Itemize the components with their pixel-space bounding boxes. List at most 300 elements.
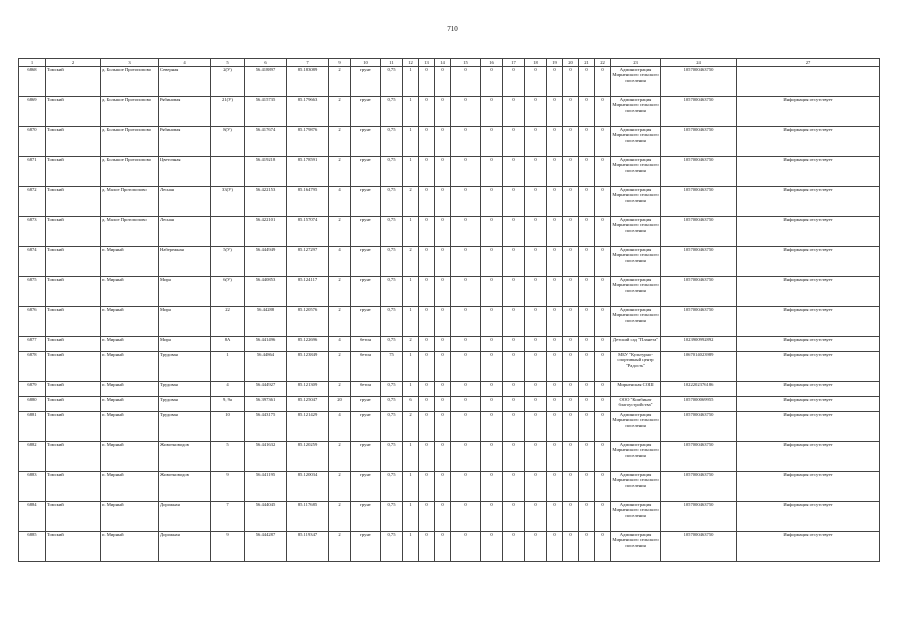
- table-cell: 0: [481, 127, 503, 157]
- table-cell: Томский: [46, 247, 101, 277]
- table-cell: 0: [547, 157, 563, 187]
- table-cell: 5: [211, 442, 245, 472]
- table-cell: грунт: [351, 97, 381, 127]
- table-cell: Информация отсутствует: [737, 352, 880, 382]
- table-cell: 0: [595, 337, 611, 352]
- column-header: 1: [19, 59, 46, 67]
- table-cell: 56.44864: [245, 352, 287, 382]
- column-header: 10: [351, 59, 381, 67]
- table-cell: 6885: [19, 532, 46, 562]
- table-cell: д. Большое Протопопово: [101, 67, 159, 97]
- table-cell: грунт: [351, 502, 381, 532]
- table-cell: 1057000463750: [661, 127, 737, 157]
- table-cell: 85.120576: [287, 307, 329, 337]
- table-cell: 0: [547, 247, 563, 277]
- table-cell: 0: [419, 412, 435, 442]
- table-cell: 2: [329, 442, 351, 472]
- table-cell: Томский: [46, 307, 101, 337]
- table-cell: 4: [329, 187, 351, 217]
- table-cell: 0: [451, 97, 481, 127]
- table-cell: 0: [503, 337, 525, 352]
- table-cell: 2: [329, 277, 351, 307]
- table-cell: 0: [595, 67, 611, 97]
- table-cell: Томский: [46, 532, 101, 562]
- table-cell: Информация отсутствует: [737, 307, 880, 337]
- table-cell: Томский: [46, 217, 101, 247]
- table-cell: 6871: [19, 157, 46, 187]
- table-cell: Дорожная: [159, 502, 211, 532]
- table-cell: 0,75: [381, 337, 403, 352]
- table-cell: 8А: [211, 337, 245, 352]
- table-cell: 0: [525, 67, 547, 97]
- table-cell: 0: [503, 532, 525, 562]
- table-cell: грунт: [351, 442, 381, 472]
- table-cell: 0: [503, 472, 525, 502]
- column-header: 19: [547, 59, 563, 67]
- table-cell: 1057000463750: [661, 532, 737, 562]
- table-cell: 0: [563, 352, 579, 382]
- table-cell: 6873: [19, 217, 46, 247]
- table-cell: Лесная: [159, 187, 211, 217]
- table-cell: 85.120259: [287, 442, 329, 472]
- table-cell: бетон: [351, 337, 381, 352]
- table-cell: 0: [419, 337, 435, 352]
- table-cell: 0: [481, 412, 503, 442]
- table-row: [19, 247, 880, 277]
- table-cell: 0: [579, 532, 595, 562]
- table-cell: 6870: [19, 127, 46, 157]
- page-number: 710: [447, 25, 458, 33]
- table-cell: Рябиновая: [159, 127, 211, 157]
- table-row: [19, 97, 880, 127]
- table-cell: 0: [435, 352, 451, 382]
- table-cell: 0: [435, 532, 451, 562]
- table-cell: 0: [419, 532, 435, 562]
- table-cell: грунт: [351, 127, 381, 157]
- table-cell: д. Большое Протопопово: [101, 157, 159, 187]
- table-cell: п. Мирный: [101, 532, 159, 562]
- table-cell: 0: [435, 157, 451, 187]
- table-cell: 1: [403, 352, 419, 382]
- table-cell: 0: [525, 382, 547, 397]
- table-cell: 0: [435, 502, 451, 532]
- table-cell: 85.124117: [287, 277, 329, 307]
- table-cell: грунт: [351, 412, 381, 442]
- table-cell: 0: [563, 502, 579, 532]
- table-cell: 0,75: [381, 397, 403, 412]
- table-cell: Информация отсутствует: [737, 97, 880, 127]
- table-cell: 1067014023989: [661, 352, 737, 382]
- table-cell: Томский: [46, 67, 101, 97]
- table-cell: [737, 67, 880, 97]
- table-cell: 2: [329, 307, 351, 337]
- table-cell: 0: [419, 67, 435, 97]
- table-cell: 0,75: [381, 307, 403, 337]
- table-cell: 56.440853: [245, 277, 287, 307]
- registry-table: [18, 58, 880, 562]
- table-cell: 0,75: [381, 532, 403, 562]
- table-cell: 85.127297: [287, 247, 329, 277]
- table-cell: 0: [563, 442, 579, 472]
- table-cell: 9, 9а: [211, 397, 245, 412]
- table-cell: 1057000463750: [661, 187, 737, 217]
- table-cell: 0: [525, 412, 547, 442]
- table-cell: 0: [563, 97, 579, 127]
- table-cell: 0: [451, 127, 481, 157]
- table-cell: грунт: [351, 397, 381, 412]
- table-cell: 4: [329, 412, 351, 442]
- table-cell: 75: [381, 352, 403, 382]
- table-cell: 0: [435, 397, 451, 412]
- table-cell: 56.417674: [245, 127, 287, 157]
- table-cell: Администрация Мирненского сельского поселения: [611, 97, 661, 127]
- table-cell: 1: [403, 532, 419, 562]
- table-cell: Информация отсутствует: [737, 472, 880, 502]
- table-cell: 0: [435, 67, 451, 97]
- table-cell: грунт: [351, 307, 381, 337]
- table-cell: Администрация Мирненского сельского поселения: [611, 442, 661, 472]
- table-cell: 0: [419, 217, 435, 247]
- table-cell: 1057000463750: [661, 442, 737, 472]
- column-header: 5: [211, 59, 245, 67]
- table-cell: п. Мирный: [101, 442, 159, 472]
- table-cell: грунт: [351, 67, 381, 97]
- table-cell: [211, 157, 245, 187]
- table-cell: 1: [403, 157, 419, 187]
- table-cell: 0: [419, 442, 435, 472]
- header-row: [19, 59, 880, 67]
- table-cell: 0: [435, 217, 451, 247]
- table-cell: 0: [481, 217, 503, 247]
- table-cell: 0: [525, 97, 547, 127]
- table-cell: 2: [329, 502, 351, 532]
- table-cell: 85.157074: [287, 217, 329, 247]
- table-cell: Информация отсутствует: [737, 187, 880, 217]
- table-cell: 0: [547, 337, 563, 352]
- table-cell: 0: [547, 307, 563, 337]
- table-cell: 0: [481, 352, 503, 382]
- table-cell: 0: [481, 532, 503, 562]
- table-cell: [211, 217, 245, 247]
- table-cell: 6875: [19, 277, 46, 307]
- column-header: 24: [661, 59, 737, 67]
- table-cell: 0: [595, 472, 611, 502]
- table-cell: 56.444927: [245, 382, 287, 397]
- table-cell: Томский: [46, 502, 101, 532]
- table-cell: 9: [211, 532, 245, 562]
- table-cell: 6877: [19, 337, 46, 352]
- table-cell: 0: [595, 352, 611, 382]
- column-header: 17: [503, 59, 525, 67]
- table-cell: 0: [481, 337, 503, 352]
- table-cell: 0: [481, 277, 503, 307]
- table-cell: 0: [547, 382, 563, 397]
- table-cell: 1057000463750: [661, 502, 737, 532]
- table-cell: 0: [547, 412, 563, 442]
- table-cell: 0: [563, 217, 579, 247]
- table-row: [19, 532, 880, 562]
- table-cell: 0,75: [381, 127, 403, 157]
- table-cell: Администрация Мирненского сельского поселения: [611, 502, 661, 532]
- table-cell: 0: [451, 412, 481, 442]
- table-cell: 0: [595, 412, 611, 442]
- column-header: 2: [46, 59, 101, 67]
- table-cell: 0: [563, 247, 579, 277]
- table-cell: 0: [547, 532, 563, 562]
- table-cell: 1: [403, 442, 419, 472]
- table-cell: 0: [419, 157, 435, 187]
- table-cell: 0: [563, 337, 579, 352]
- column-header: 9: [329, 59, 351, 67]
- table-cell: 0: [435, 337, 451, 352]
- table-cell: 0: [451, 217, 481, 247]
- table-cell: 21(У): [211, 97, 245, 127]
- table-cell: 0: [451, 157, 481, 187]
- column-header: 23: [611, 59, 661, 67]
- table-cell: бетон: [351, 352, 381, 382]
- table-cell: д. Большое Протопопово: [101, 127, 159, 157]
- column-header: 11: [381, 59, 403, 67]
- table-cell: 0,75: [381, 412, 403, 442]
- table-cell: д. Малое Протопопово: [101, 187, 159, 217]
- table-cell: Лесная: [159, 217, 211, 247]
- table-cell: 85.121309: [287, 382, 329, 397]
- table-cell: 85.125047: [287, 397, 329, 412]
- table-cell: 0: [451, 442, 481, 472]
- table-cell: 0: [435, 442, 451, 472]
- table-row: [19, 187, 880, 217]
- table-cell: 2: [329, 217, 351, 247]
- table-cell: 0: [525, 127, 547, 157]
- table-cell: 85.121429: [287, 412, 329, 442]
- table-cell: 0: [579, 217, 595, 247]
- table-cell: Администрация Мирненского сельского поселения: [611, 157, 661, 187]
- table-cell: 0,75: [381, 472, 403, 502]
- table-cell: 56.44288: [245, 307, 287, 337]
- table-cell: 0: [579, 472, 595, 502]
- table-cell: 0: [419, 397, 435, 412]
- table-cell: Информация отсутствует: [737, 157, 880, 187]
- table-cell: ООО "Комбинат благоустройства": [611, 397, 661, 412]
- table-cell: Администрация Мирненского сельского поселения: [611, 187, 661, 217]
- table-cell: Информация отсутствует: [737, 127, 880, 157]
- table-cell: 0: [595, 502, 611, 532]
- table-cell: 0: [435, 382, 451, 397]
- table-row: [19, 412, 880, 442]
- table-cell: Информация отсутствует: [737, 532, 880, 562]
- table-cell: п. Мирный: [101, 247, 159, 277]
- table-cell: Томский: [46, 277, 101, 307]
- table-cell: 85.123849: [287, 352, 329, 382]
- table-cell: 0: [579, 502, 595, 532]
- table-cell: грунт: [351, 277, 381, 307]
- table-cell: 0: [451, 277, 481, 307]
- table-cell: 6884: [19, 502, 46, 532]
- table-cell: 0: [435, 412, 451, 442]
- table-cell: 0: [451, 337, 481, 352]
- table-cell: 0: [563, 187, 579, 217]
- table-cell: 56.441496: [245, 337, 287, 352]
- table-cell: 2: [403, 337, 419, 352]
- table-cell: Информация отсутствует: [737, 277, 880, 307]
- table-cell: 0: [435, 247, 451, 277]
- table-cell: 0: [579, 382, 595, 397]
- table-cell: 0: [525, 472, 547, 502]
- table-cell: 85.122696: [287, 337, 329, 352]
- table-cell: Рябиновая: [159, 97, 211, 127]
- table-cell: 0: [595, 277, 611, 307]
- table-cell: грунт: [351, 532, 381, 562]
- table-cell: Информация отсутствует: [737, 247, 880, 277]
- table-cell: 0: [503, 157, 525, 187]
- table-cell: 0: [481, 157, 503, 187]
- table-cell: 1: [403, 307, 419, 337]
- table-cell: 0: [481, 247, 503, 277]
- table-cell: Администрация Мирненского сельского поселения: [611, 127, 661, 157]
- table-cell: п. Мирный: [101, 277, 159, 307]
- table-row: [19, 277, 880, 307]
- table-cell: 0: [451, 247, 481, 277]
- table-cell: 33(У): [211, 187, 245, 217]
- table-cell: Детский сад "Планета": [611, 337, 661, 352]
- table-cell: 0: [525, 337, 547, 352]
- table-cell: 0: [563, 532, 579, 562]
- table-cell: 0: [503, 187, 525, 217]
- table-cell: 1057000069955: [661, 397, 737, 412]
- table-cell: 0: [579, 277, 595, 307]
- table-cell: 0: [525, 532, 547, 562]
- table-cell: 0: [435, 307, 451, 337]
- table-cell: 0: [481, 502, 503, 532]
- table-cell: 0: [547, 127, 563, 157]
- table-cell: 0: [503, 277, 525, 307]
- table-cell: 0: [419, 502, 435, 532]
- table-cell: 6869: [19, 97, 46, 127]
- table-cell: Мирненская СОШ: [611, 382, 661, 397]
- table-cell: Трудовая: [159, 382, 211, 397]
- table-cell: Информация отсутствует: [737, 337, 880, 352]
- table-cell: 2: [329, 127, 351, 157]
- table-cell: 85.179663: [287, 97, 329, 127]
- table-cell: 6882: [19, 442, 46, 472]
- table-cell: 56.415735: [245, 97, 287, 127]
- table-cell: Администрация Мирненского сельского поселения: [611, 412, 661, 442]
- table-cell: 0: [547, 352, 563, 382]
- table-cell: 0: [525, 307, 547, 337]
- table-cell: Администрация Мирненского сельского поселения: [611, 532, 661, 562]
- table-cell: 0: [481, 97, 503, 127]
- table-cell: 1057000463750: [661, 97, 737, 127]
- table-row: [19, 307, 880, 337]
- table-cell: Животноводов: [159, 442, 211, 472]
- table-cell: Администрация Мирненского сельского поселения: [611, 277, 661, 307]
- table-cell: 85.183089: [287, 67, 329, 97]
- table-cell: 0: [579, 97, 595, 127]
- table-cell: 1: [403, 67, 419, 97]
- column-header: 18: [525, 59, 547, 67]
- table-cell: 0: [563, 127, 579, 157]
- table-cell: грунт: [351, 247, 381, 277]
- table-cell: 1: [403, 97, 419, 127]
- table-cell: 0: [595, 247, 611, 277]
- table-cell: грунт: [351, 472, 381, 502]
- table-cell: 0: [563, 157, 579, 187]
- table-cell: 2: [329, 532, 351, 562]
- column-header: 21: [579, 59, 595, 67]
- table-cell: 0: [503, 397, 525, 412]
- table-cell: 85.120034: [287, 472, 329, 502]
- table-cell: 0: [525, 502, 547, 532]
- table-cell: Животноводов: [159, 472, 211, 502]
- table-cell: 0: [547, 217, 563, 247]
- table-cell: 0,75: [381, 247, 403, 277]
- table-cell: п. Мирный: [101, 352, 159, 382]
- table-cell: 0: [503, 67, 525, 97]
- table-row: [19, 472, 880, 502]
- column-header: 4: [159, 59, 211, 67]
- table-cell: 1057000463750: [661, 412, 737, 442]
- table-row: [19, 157, 880, 187]
- table-cell: 2: [329, 97, 351, 127]
- table-cell: 0: [547, 97, 563, 127]
- table-cell: 0: [503, 352, 525, 382]
- table-cell: 0: [595, 307, 611, 337]
- table-cell: Томский: [46, 442, 101, 472]
- table-cell: 0: [579, 397, 595, 412]
- table-cell: п. Мирный: [101, 307, 159, 337]
- table-cell: 10: [211, 412, 245, 442]
- table-cell: 6881: [19, 412, 46, 442]
- table-cell: 0: [595, 127, 611, 157]
- table-cell: 2: [403, 187, 419, 217]
- table-cell: 1023900992892: [661, 337, 737, 352]
- table-cell: 0: [563, 67, 579, 97]
- table-cell: Информация отсутствует: [737, 397, 880, 412]
- table-cell: Мира: [159, 277, 211, 307]
- table-cell: Томский: [46, 382, 101, 397]
- table-cell: 56.443175: [245, 412, 287, 442]
- table-cell: 56.444287: [245, 532, 287, 562]
- table-cell: Дорожная: [159, 532, 211, 562]
- table-cell: 0: [419, 187, 435, 217]
- table-cell: 0: [547, 397, 563, 412]
- table-cell: 0: [419, 382, 435, 397]
- table-cell: 1057000463750: [661, 472, 737, 502]
- table-cell: Информация отсутствует: [737, 502, 880, 532]
- table-cell: 0: [503, 382, 525, 397]
- table-cell: 0: [419, 247, 435, 277]
- table-cell: 0: [503, 97, 525, 127]
- table-row: [19, 502, 880, 532]
- table-cell: Администрация Мирненского сельского поселения: [611, 472, 661, 502]
- table-cell: 2(У): [211, 67, 245, 97]
- table-cell: 20: [329, 397, 351, 412]
- table-cell: 56.444045: [245, 502, 287, 532]
- table-cell: 0: [595, 187, 611, 217]
- table-row: [19, 127, 880, 157]
- table-cell: 0: [419, 352, 435, 382]
- column-header: 16: [481, 59, 503, 67]
- table-row: [19, 352, 880, 382]
- table-cell: 0: [503, 442, 525, 472]
- table-cell: 0: [579, 127, 595, 157]
- table-cell: 0: [563, 412, 579, 442]
- table-cell: 1: [403, 217, 419, 247]
- table-cell: 1057000463750: [661, 277, 737, 307]
- table-cell: 0: [525, 397, 547, 412]
- column-header: 7: [287, 59, 329, 67]
- table-cell: 1022202376186: [661, 382, 737, 397]
